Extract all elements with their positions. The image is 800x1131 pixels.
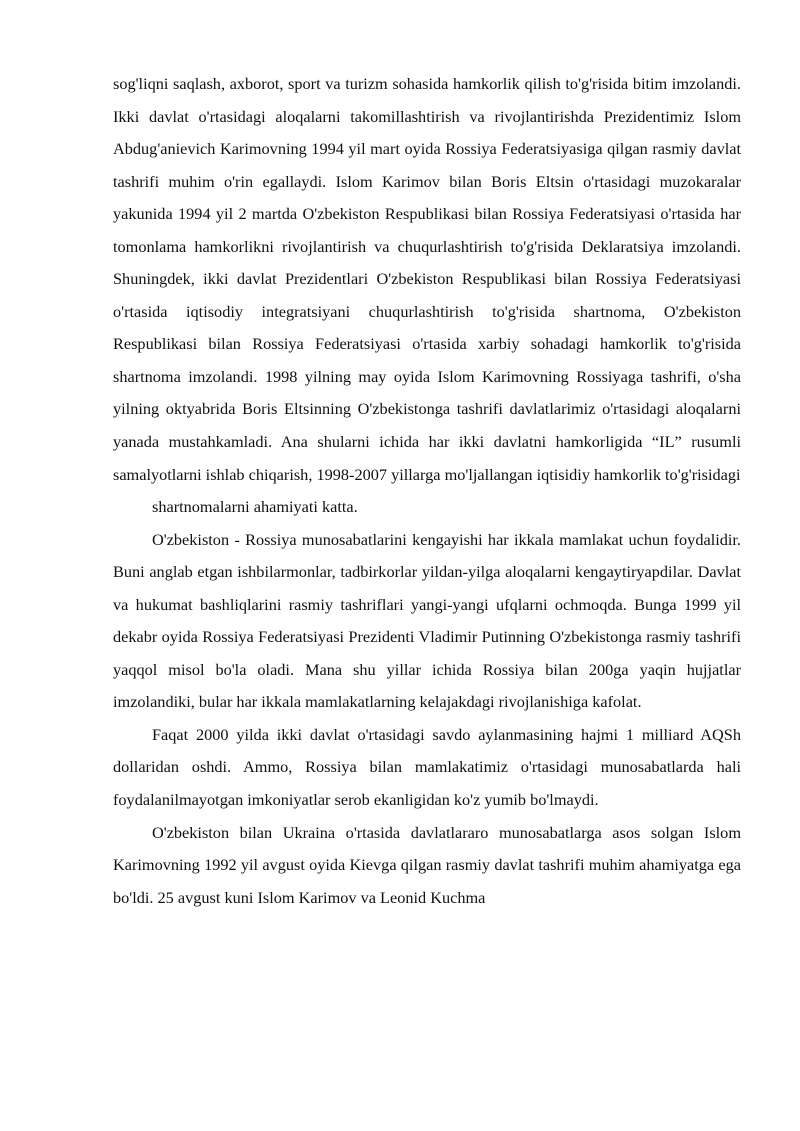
- paragraph-continuation-line: shartnomalarni ahamiyati katta.: [152, 497, 358, 517]
- paragraph-continued: sog'liqni saqlash, axborot, sport va turizm sohasida hamkorlik qilish to'g'risida bitim imzolandi. Ikki davlat o'rtasidagi aloqalarni takomillashtirish va rivojlantirishda Prezidentimiz Islom Abdug'anievich Karimovning 1994 yil mart oyida Rossiya Federatsiyasiga qilgan rasmiy davlat tashrifi muhim o'rin egallaydi. Islom Karimov bilan Boris Eltsin o'rtasidagi muzokaralar yakunida 1994 yil 2 martda O'zbekiston Respublikasi bilan Rossiya Federatsiyasi o'rtasida har tomonlama hamkorlikni rivojlantirish va chuqurlashtirish to'g'risida Deklaratsiya imzolandi. Shuningdek, ikki davlat Prezidentlari O'zbekiston Respublikasi bilan Rossiya Federatsiyasi o'rtasida iqtisodiy integratsiyani chuqurlashtirish to'g'risida shartnoma, O'zbekiston Respublikasi bilan Rossiya Federatsiyasi o'rtasida xarbiy sohadagi hamkorlik to'g'risida shartnoma imzolandi. 1998 yilning may oyida Islom Karimovning Rossiyaga tashrifi, o'sha yilning oktyabrida Boris Eltsinning O'zbekistonga tashrifi davlatlarimiz o'rtasidagi aloqalarni yanada mustahkamladi. Ana shularni ichida har ikki davlatni hamkorligida “IL” rusumli samalyotlarni ishlab chiqarish, 1998-2007 yillarga mo'ljallangan iqtisidiy hamkorlik to'g'risidagi: [113, 74, 741, 484]
- paragraph-russia-relations: O'zbekiston - Rossiya munosabatlarini kengayishi har ikkala mamlakat uchun foydalidir. Buni anglab etgan ishbilarmonlar, tadbirkorlar yildan-yilga aloqalarni kengaytiryapdilar. Davlat va hukumat bashliqlarini rasmiy tashriflari yangi-yangi ufqlarni ochmoqda. Bunga 1999 yil dekabr oyida Rossiya Federatsiyasi Prezidenti Vladimir Putinning O'zbekistonga rasmiy tashrifi yaqqol misol bo'la oladi. Mana shu yillar ichida Rossiya bilan 200ga yaqin hujjatlar imzolandiki, bular har ikkala mamlakatlarning kelajakdagi rivojlanishiga kafolat.: [113, 529, 741, 712]
- document-page: [113, 68, 741, 914]
- paragraph-ukraine-relations: O'zbekiston bilan Ukraina o'rtasida davlatlararo munosabatlarga asos solgan Islom Karimovning 1992 yil avgust oyida Kievga qilgan rasmiy davlat tashrifi muhim ahamiyatga ega bo'ldi. 25 avgust kuni Islom Karimov va Leonid Kuchma: [113, 822, 741, 907]
- paragraph-trade-volume: Faqat 2000 yilda ikki davlat o'rtasidagi savdo aylanmasining hajmi 1 milliard AQSh dollaridan oshdi. Ammo, Rossiya bilan mamlakatimiz o'rtasidagi munosabatlarda hali foydalanilmayotgan imkoniyatlar serob ekanligidan ko'z yumib bo'lmaydi.: [113, 724, 741, 810]
